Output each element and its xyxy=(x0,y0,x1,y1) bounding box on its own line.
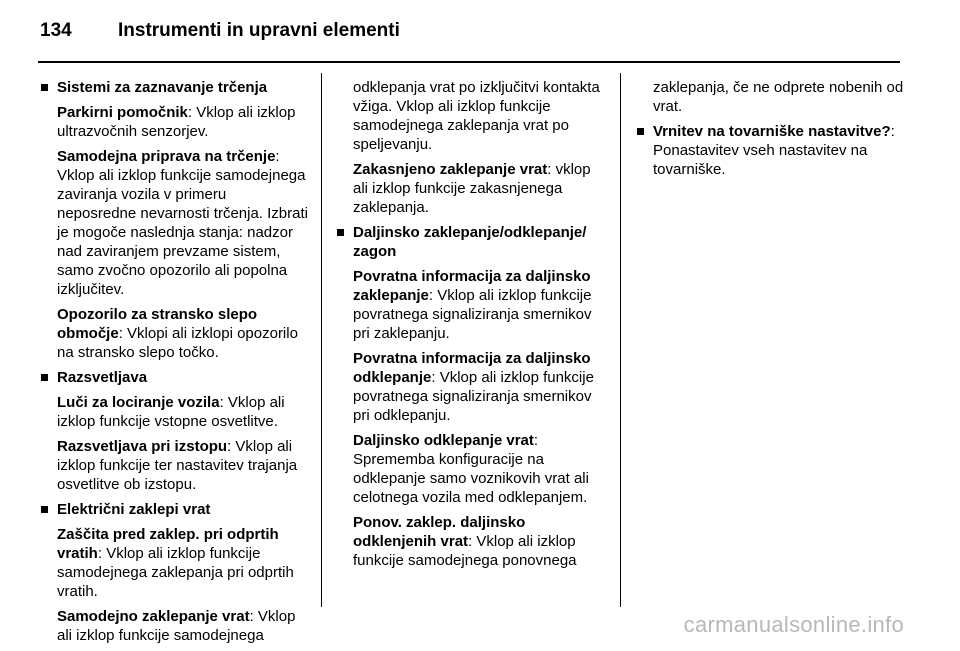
bullet-square-icon xyxy=(41,84,48,91)
paragraph-continuation: zaklepanja, če ne odprete nobenih od vrat. xyxy=(653,79,904,115)
section-heading-lighting: Razsvetljava xyxy=(40,368,308,387)
paragraph-open-door-anti-lock: Zaščita pred zaklep. pri odprtih vratih: Vklop ali izklop funkcije samodejnega zaklepanja pri odprtih vratih. xyxy=(57,526,294,600)
column-1 xyxy=(40,78,308,651)
section-heading-remote-lock: Daljinsko zaklepanje/odklepanje/ zagon xyxy=(336,223,608,261)
header-rule xyxy=(38,61,900,63)
paragraph-delayed-door-lock: Zakasnjeno zaklepanje vrat: vklop ali izklop funkcije zakasnjenega zaklepanja. xyxy=(353,161,591,216)
paragraph-vehicle-locator-lights: Luči za lociranje vozila: Vklop ali izklop funkcije vstopne osvetlitve. xyxy=(57,394,285,430)
bullet-square-icon xyxy=(337,229,344,236)
column-3 xyxy=(636,78,904,185)
paragraph-blind-spot: Opozorilo za stransko slepo območje: Vklopi ali izklopi opozorilo na stransko slepo točko. xyxy=(57,306,298,361)
paragraph-remote-unlock-feedback: Povratna informacija za daljinsko odklepanje: Vklop ali izklop funkcije povratnega signaliziranja smernikov pri odklepanju. xyxy=(353,350,594,424)
section-heading-power-locks: Električni zaklepi vrat xyxy=(40,500,308,519)
paragraph-collision-prep: Samodejna priprava na trčenje: Vklop ali izklop funkcije samodejnega zaviranja vozila v primeru neposredne nevarnosti trčenja. Izbrati je mogoče naslednja stanja: nadzor nad zaviranjem prevzame sistem, samo zvočno opozorilo ali popolna izključitev. xyxy=(57,148,308,298)
paragraph-remote-door-unlock: Daljinsko odklepanje vrat: Sprememba konfiguracije na odklepanje samo voznikovih vrat ali celotnega vozila med odklepanjem. xyxy=(353,432,589,506)
section-heading-factory-reset: Vrnitev na tovarniške nastavitve?: Ponastavitev vseh nastavitev na tovarniške. xyxy=(636,122,904,179)
page-title: Instrumenti in upravni elementi xyxy=(118,20,400,41)
page-number: 134 xyxy=(40,20,72,41)
bullet-square-icon xyxy=(637,128,644,135)
paragraph-auto-door-lock: Samodejno zaklepanje vrat: Vklop ali izklop funkcije samodejnega xyxy=(57,608,296,644)
bullet-square-icon xyxy=(41,374,48,381)
column-divider-2 xyxy=(620,73,621,607)
column-divider-1 xyxy=(321,73,322,607)
paragraph-continuation: odklepanja vrat po izključitvi kontakta vžiga. Vklop ali izklop funkcije samodejnega zaklepanja vrat po speljevanju. xyxy=(353,79,600,153)
section-heading-collision-systems: Sistemi za zaznavanje trčenja xyxy=(40,78,308,97)
watermark: carmanualsonline.info xyxy=(683,612,904,637)
page-header xyxy=(40,18,400,44)
column-2 xyxy=(336,78,608,576)
paragraph-remote-lock-feedback: Povratna informacija za daljinsko zaklepanje: Vklop ali izklop funkcije povratnega signaliziranja smernikov pri zaklepanju. xyxy=(353,268,592,342)
paragraph-relock-remote-unlocked: Ponov. zaklep. daljinsko odklenjenih vrat: Vklop ali izklop funkcije samodejnega ponovnega xyxy=(353,514,577,569)
paragraph-exit-lighting: Razsvetljava pri izstopu: Vklop ali izklop funkcije ter nastavitev trajanja osvetlitve ob izstopu. xyxy=(57,438,298,493)
bullet-square-icon xyxy=(41,506,48,513)
paragraph-parking-assist: Parkirni pomočnik: Vklop ali izklop ultrazvočnih senzorjev. xyxy=(57,104,296,140)
